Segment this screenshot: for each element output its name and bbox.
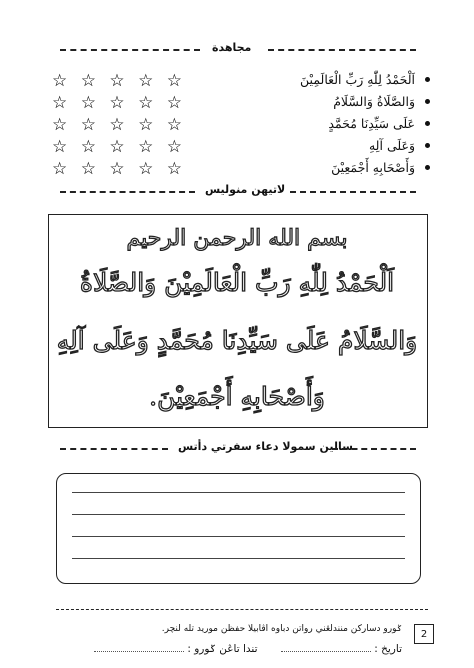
star-outline-icon[interactable]: ☆ [109,114,125,135]
recitation-list [230,68,430,178]
star-outline-icon[interactable]: ☆ [138,70,154,91]
divider-right [290,191,416,193]
bullet-icon [425,99,430,104]
trace-line: وَالسَّلَامُ عَلَى سَيِّدِنَا مُحَمَّدٍ وَعَلَى آلِهِ [56,326,418,355]
star-outline-icon[interactable]: ☆ [80,136,96,157]
list-item [230,90,430,112]
bullet-icon [425,165,430,170]
section1-title: مجاهدة [212,41,252,54]
star-outline-icon[interactable]: ☆ [52,114,68,135]
signature-field[interactable] [94,641,184,652]
star-outline-icon[interactable]: ☆ [166,70,182,91]
star-outline-icon[interactable]: ☆ [166,136,182,157]
star-outline-icon[interactable]: ☆ [52,158,68,179]
divider-left [60,191,195,193]
list-item [230,156,430,178]
writing-line[interactable] [72,558,405,559]
trace-line: اَلْحَمْدُ لِلّٰهِ رَبِّ الْعَالَمِيْنَ وَالصَّلَاةُ [79,268,395,297]
signature-label: تندا تاڠن ݢورو : [187,643,258,655]
star-outline-icon[interactable]: ☆ [138,92,154,113]
recitation-line: عَلَى سَيِّدِنَا مُحَمَّدٍ [328,115,415,131]
star-row [52,70,182,92]
star-outline-icon[interactable]: ☆ [80,114,96,135]
signature-row [72,641,402,655]
star-outline-icon[interactable]: ☆ [166,114,182,135]
date-label: تاريخ : [374,643,402,655]
teacher-note: ݢورو دساركن منندلڠني رواتن دباوه اڤابيلا حفظن موريد تله لنچر. [161,624,402,634]
star-row [52,92,182,114]
bullet-icon [425,77,430,82]
star-row [52,136,182,158]
star-outline-icon[interactable]: ☆ [52,70,68,91]
writing-line[interactable] [72,492,405,493]
star-outline-icon[interactable]: ☆ [52,92,68,113]
trace-line: وَأَصْحَابِهِ أَجْمَعِيْنَ. [149,382,325,411]
date-field[interactable] [281,641,371,652]
list-item [230,112,430,134]
star-outline-icon[interactable]: ☆ [138,114,154,135]
bullet-icon [425,143,430,148]
writing-line[interactable] [72,536,405,537]
star-outline-icon[interactable]: ☆ [138,158,154,179]
star-row [52,158,182,180]
list-item [230,68,430,90]
star-outline-icon[interactable]: ☆ [80,92,96,113]
star-outline-icon[interactable]: ☆ [80,158,96,179]
star-outline-icon[interactable]: ☆ [109,158,125,179]
star-outline-icon[interactable]: ☆ [80,70,96,91]
footer-divider [56,609,428,610]
basmala-trace: بسم الله الرحمن الرحيم [126,226,348,251]
section3-title: سالين سمولا دعاء سفرتي دأتس [178,440,353,453]
star-outline-icon[interactable]: ☆ [109,92,125,113]
divider-left [60,448,168,450]
star-grid [52,70,182,180]
star-outline-icon[interactable]: ☆ [109,136,125,157]
list-item [230,134,430,156]
recitation-line: وَعَلَى آلِهِ [368,137,415,153]
writing-box[interactable] [56,473,421,584]
writing-line[interactable] [72,514,405,515]
recitation-line: اَلْحَمْدُ لِلّٰهِ رَبِّ الْعَالَمِيْنَ [300,71,415,87]
divider-right [268,49,416,51]
star-outline-icon[interactable]: ☆ [166,92,182,113]
bullet-icon [425,121,430,126]
page-number: 2 [414,624,434,644]
star-outline-icon[interactable]: ☆ [109,70,125,91]
divider-left [60,49,200,51]
star-outline-icon[interactable]: ☆ [166,158,182,179]
section2-title: لاتيهن منوليس [205,183,286,196]
recitation-line: وَأَصْحَابِهِ أَجْمَعِيْنَ [331,159,415,175]
divider-right [332,448,416,450]
star-outline-icon[interactable]: ☆ [138,136,154,157]
star-outline-icon[interactable]: ☆ [52,136,68,157]
recitation-line: وَالصَّلَاةُ وَالسَّلَامُ [333,93,415,109]
star-row [52,114,182,136]
